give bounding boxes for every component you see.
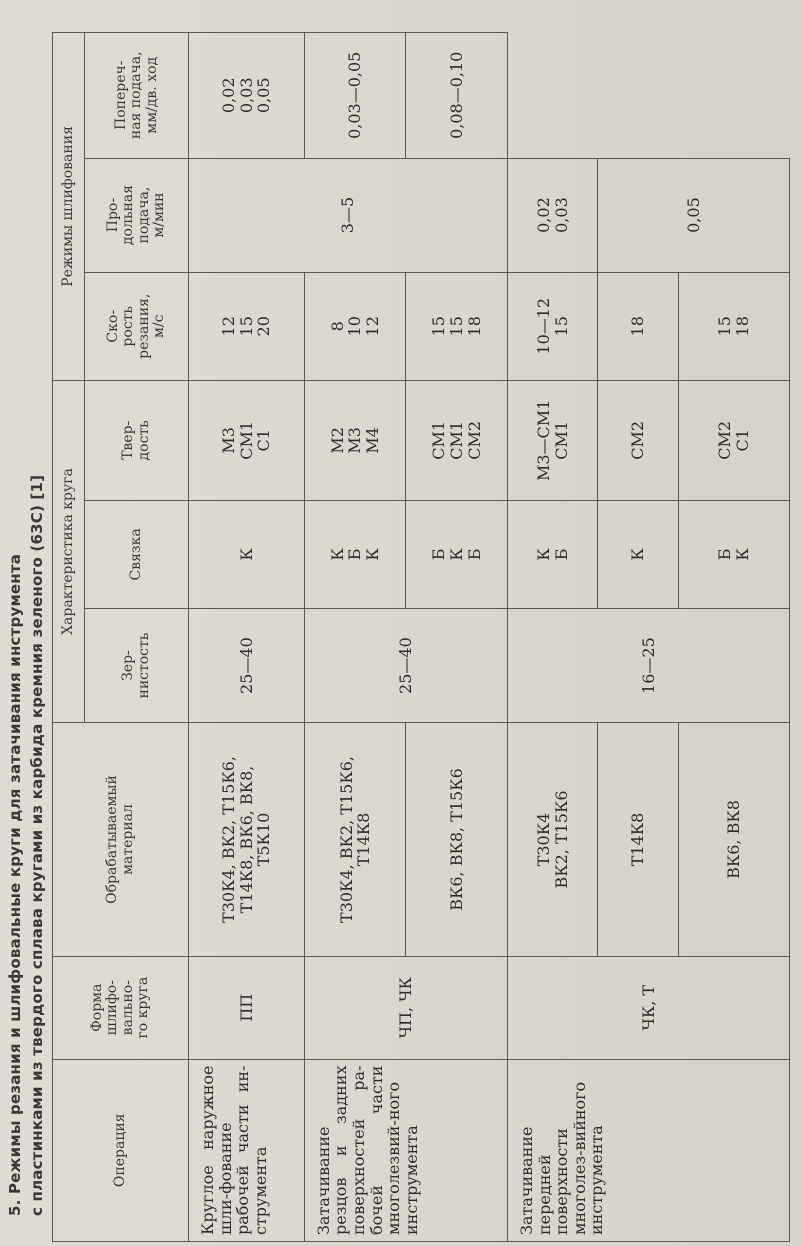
header-operation: Операция xyxy=(53,1059,189,1241)
grinding-modes-table xyxy=(52,32,790,1242)
cell-speed: 15 15 18 xyxy=(406,272,508,380)
cell-cross-feed: 0,05 xyxy=(598,158,790,272)
header-material: Обрабатываемый материал xyxy=(53,723,189,957)
cell-grit: 25—40 xyxy=(304,609,507,723)
cell-material: Т30К4, ВК2, Т15К6, Т14К8, ВК6, ВК8, Т5К10 xyxy=(189,723,305,957)
cell-wheel-shape: ЧП, ЧК xyxy=(304,956,507,1059)
cell-speed: 15 18 xyxy=(679,272,790,380)
cell-wheel-shape: ЧК, Т xyxy=(508,956,790,1059)
cell-speed: 8 10 12 xyxy=(304,272,406,380)
cell-grit: 25—40 xyxy=(189,609,305,723)
cell-bond: К Б К xyxy=(304,500,406,608)
cell-hardness: М3—СМ1 СМ1 xyxy=(508,380,598,500)
cell-hardness: М3 СМ1 С1 xyxy=(189,380,305,500)
header-wheel-characteristics: Характеристика круга xyxy=(53,380,85,722)
header-grinding-modes: Режимы шлифования xyxy=(53,33,85,381)
cell-cross-feed: 0,03—0,05 xyxy=(304,33,406,159)
cell-hardness: СМ1 СМ1 СМ2 xyxy=(406,380,508,500)
cell-hardness: М2 М3 М4 xyxy=(304,380,406,500)
cell-long-feed: 3—5 xyxy=(189,158,508,272)
header-long-feed: Про- дольная подача, м/мин xyxy=(85,158,189,272)
cell-speed: 18 xyxy=(598,272,679,380)
cell-material: ВК6, ВК8 xyxy=(679,723,790,957)
cell-cross-feed: 0,08—0,10 xyxy=(406,33,508,159)
cell-bond: К xyxy=(598,500,679,608)
header-speed: Ско- рость резания, м/с xyxy=(85,272,189,380)
cell-grit: 16—25 xyxy=(508,609,790,723)
cell-speed: 10—12 15 xyxy=(508,272,598,380)
header-cross-feed: Попереч- ная подача, мм/дв. ход xyxy=(85,33,189,159)
cell-hardness: СМ2 С1 xyxy=(679,380,790,500)
cell-operation: Затачивание передней поверхности многолез-вийного инструмента xyxy=(508,1059,790,1241)
cell-bond: К xyxy=(189,500,305,608)
table-row xyxy=(508,33,598,1242)
cell-wheel-shape: ПП xyxy=(189,956,305,1059)
cell-cross-feed: 0,02 0,03 0,05 xyxy=(189,33,305,159)
cell-material: ВК6, ВК8, Т15К6 xyxy=(406,723,508,957)
header-grit: Зер- нистость xyxy=(85,609,189,723)
table-row xyxy=(189,33,305,1242)
cell-bond: Б К Б xyxy=(406,500,508,608)
header-bond: Связка xyxy=(85,500,189,608)
cell-bond: Б К xyxy=(679,500,790,608)
cell-speed: 12 15 20 xyxy=(189,272,305,380)
cell-material: Т30К4 ВК2, Т15К6 xyxy=(508,723,598,957)
cell-operation: Затачивание резцов и задних поверхностей ра-бочей части многолезвий-ного инструмента xyxy=(304,1059,507,1241)
header-wheel-shape: Форма шлифо- вально- го круга xyxy=(53,956,189,1059)
table-caption-line2: с пластинками из твердого сплава кругами из карбида кремния зеленого (63С) [1] xyxy=(28,474,46,1216)
header-hardness: Твер- дость xyxy=(85,380,189,500)
cell-hardness: СМ2 xyxy=(598,380,679,500)
cell-bond: К Б xyxy=(508,500,598,608)
cell-material: Т30К4, ВК2, Т15К6, Т14К8 xyxy=(304,723,406,957)
cell-cross-feed: 0,02 0,03 xyxy=(508,158,598,272)
cell-material: Т14К8 xyxy=(598,723,679,957)
cell-operation: Круглое наружное шли-фование рабочей части ин-струмента xyxy=(189,1059,305,1241)
table-caption-line1: 5. Режимы резания и шлифовальные круги для затачивания инструмента xyxy=(6,553,24,1216)
